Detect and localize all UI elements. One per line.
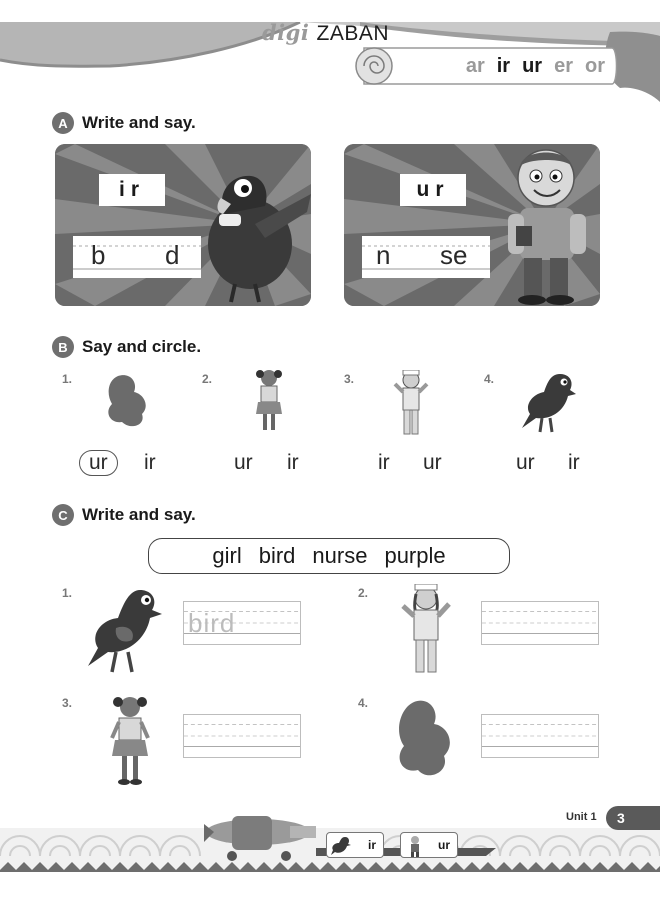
brand-digi: digi xyxy=(262,20,310,45)
item-c4-number: 4. xyxy=(358,696,369,710)
section-b-title: Say and circle. xyxy=(82,337,202,356)
unit-label: Unit 1 xyxy=(566,811,597,823)
section-c-heading xyxy=(52,504,196,526)
choice-b4-ir[interactable]: ir xyxy=(568,451,580,474)
section-c-badge: C xyxy=(52,504,74,526)
phonics-ur: ur xyxy=(522,54,543,77)
choice-b3-ur[interactable]: ur xyxy=(423,451,442,474)
footer-tag-ir xyxy=(326,832,384,858)
card-ir-word-start: b xyxy=(91,240,106,270)
footer-tag-ur-text: ur xyxy=(438,838,450,852)
item-c2-number: 2. xyxy=(358,586,369,600)
word-bank-nurse: nurse xyxy=(312,543,368,568)
girl-icon xyxy=(252,368,286,436)
writing-lines xyxy=(184,715,300,757)
paint-splotch-icon xyxy=(394,698,456,782)
item-c3-number: 3. xyxy=(62,696,73,710)
answer-box-c1[interactable] xyxy=(183,601,301,645)
item-c1-number: 1. xyxy=(62,586,73,600)
bird-icon xyxy=(331,835,351,855)
phonics-list xyxy=(360,46,615,86)
item-b4-number: 4. xyxy=(484,372,495,386)
choice-b1-ir[interactable]: ir xyxy=(144,451,156,474)
paint-splotch-icon xyxy=(104,372,152,430)
card-ir-word-end: d xyxy=(165,240,180,270)
card-ur xyxy=(344,144,600,306)
answer-box-c3[interactable] xyxy=(183,714,301,758)
section-a-title: Write and say. xyxy=(82,113,196,132)
nurse-icon xyxy=(400,584,452,676)
word-bank-girl: girl xyxy=(212,543,242,568)
card-ur-label: ur xyxy=(400,174,466,206)
brand-logo xyxy=(262,20,389,46)
card-ur-word-box[interactable] xyxy=(362,236,490,278)
nurse-icon xyxy=(407,835,423,857)
nurse-icon xyxy=(393,370,429,436)
card-ir xyxy=(55,144,311,306)
answer-box-c2[interactable] xyxy=(481,601,599,645)
bird-icon xyxy=(86,584,162,676)
phonics-or: or xyxy=(585,54,605,77)
choice-b3-ir[interactable]: ir xyxy=(378,451,390,474)
item-b2-number: 2. xyxy=(202,372,213,386)
answer-box-c4[interactable] xyxy=(481,714,599,758)
card-ur-word-start: n xyxy=(376,240,391,270)
footer-tag-ir-text: ir xyxy=(367,838,376,852)
footer-tag-ur xyxy=(400,832,458,858)
choice-b1-ur[interactable]: ur xyxy=(79,450,118,476)
brand-zaban: ZABAN xyxy=(316,22,390,45)
girl-icon xyxy=(108,694,152,788)
bird-icon xyxy=(520,368,576,434)
nurse-boy-icon xyxy=(494,144,594,306)
card-ur-word-end: se xyxy=(440,240,468,270)
writing-lines xyxy=(482,715,598,757)
item-b1-number: 1. xyxy=(62,372,73,386)
section-a-heading xyxy=(52,112,196,134)
page-number: 3 xyxy=(606,806,660,830)
phonics-er: er xyxy=(554,54,573,77)
phonics-ar: ar xyxy=(465,54,485,77)
section-a-badge: A xyxy=(52,112,74,134)
writing-lines xyxy=(482,602,598,644)
word-bank-bird: bird xyxy=(258,543,296,568)
section-c-title: Write and say. xyxy=(82,505,196,524)
choice-b4-ur[interactable]: ur xyxy=(516,451,535,474)
bird-icon xyxy=(195,154,311,304)
section-b-heading xyxy=(52,336,201,358)
card-ir-label: ir xyxy=(99,174,165,206)
traced-word-c1: bird xyxy=(188,608,236,638)
item-b3-number: 3. xyxy=(344,372,355,386)
word-bank xyxy=(148,538,510,574)
choice-b2-ur[interactable]: ur xyxy=(234,451,253,474)
word-bank-purple: purple xyxy=(384,543,446,568)
phonics-ir: ir xyxy=(496,54,511,77)
section-b-badge: B xyxy=(52,336,74,358)
card-ir-word-box[interactable] xyxy=(73,236,201,278)
choice-b2-ir[interactable]: ir xyxy=(287,451,299,474)
